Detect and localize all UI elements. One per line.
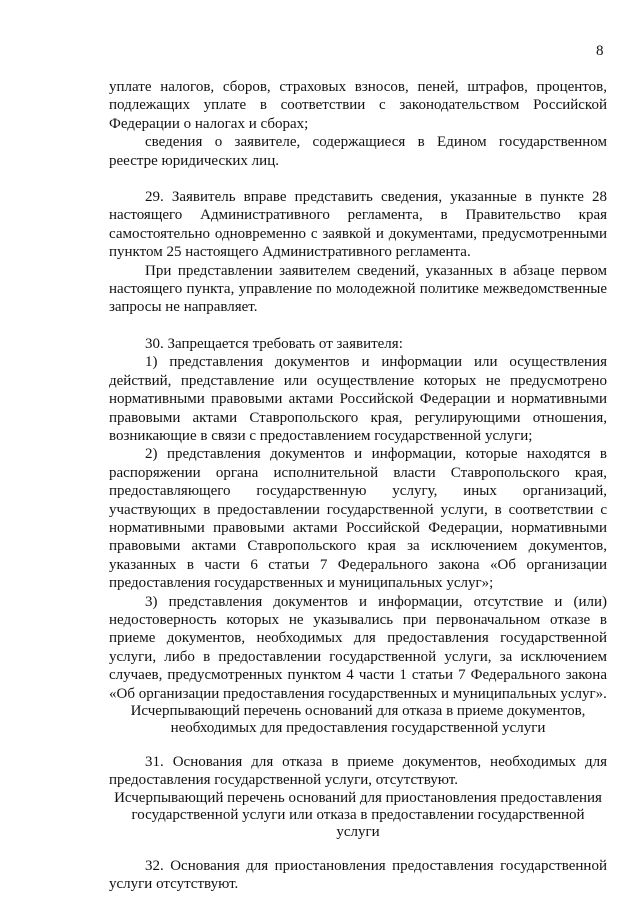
paragraph-egrul: сведения о заявителе, содержащиеся в Едином государственном реестре юридических лиц. — [109, 134, 607, 169]
paragraph-continuation: уплате налогов, сборов, страховых взносов, пеней, штрафов, процентов, подлежащих уплате в соответствии с законодательством Российской Федерации о налогах и сборах; — [109, 79, 607, 132]
paragraph-30-item-2: 2) представления документов и информации, которые находятся в распоряжении органа исполнительной власти Ставропольского края, предоставляющего государственную услугу, иных организаций, участвующих в предоставлении государственной услуги, в соответствии с нормативными правовыми актами Российской Федерации, нормативными правовыми актами Ставропольского края за исключением документов, указанных в части 6 статьи 7 Федерального закона «Об организации предоставления государственных и муниципальных услуг»; — [109, 446, 607, 592]
paragraph-29-second: При представлении заявителем сведений, указанных в абзаце первом настоящего пункта, управление по молодежной политике межведомственные запросы не направляет. — [109, 262, 607, 316]
paragraph-30-item-3: 3) представления документов и информации, отсутствие и (или) недостоверность которых не указывались при первоначальном отказе в приеме документов, необходимых для предоставления государственной услуги, либо в предоставлении государственной услуги, за исключением случаев, предусмотренных пунктом 4 части 1 статьи 7 Федерального закона «Об организации предоставления государственных и муниципальных услуг». — [109, 593, 607, 702]
section-heading-suspension: Исчерпывающий перечень оснований для приостановления предоставления государственной услуги или отказа в предоставлении государственной услуги — [114, 789, 602, 840]
page-number: 8 — [596, 43, 604, 59]
paragraph-30-item-1: 1) представления документов и информации или осуществления действий, представление или осуществление которых не предусмотрено нормативными правовыми актами Российской Федерации и нормативными правовыми актами Ставропольского края, регулирующими отношения, возникающие в связи с предоставлением государственной услуги; — [109, 354, 607, 444]
paragraph-30: 30. Запрещается требовать от заявителя: — [145, 335, 403, 352]
paragraph-31: 31. Основания для отказа в приеме документов, необходимых для предоставления государственной услуги, отсутствуют. — [109, 754, 607, 789]
paragraph-32: 32. Основания для приостановления предоставления государственной услуги отсутствуют. — [109, 857, 607, 893]
document-body — [109, 78, 607, 894]
section-heading-refusal-documents: Исчерпывающий перечень оснований для отказа в приеме документов, необходимых для предоставления государственной услуги — [130, 703, 586, 736]
paragraph-29: 29. Заявитель вправе представить сведения, указанные в пункте 28 настоящего Административного регламента, в Правительство края самостоятельно одновременно с заявкой и документами, предусмотренными пунктом 25 настоящего Административного регламента. — [109, 189, 607, 261]
